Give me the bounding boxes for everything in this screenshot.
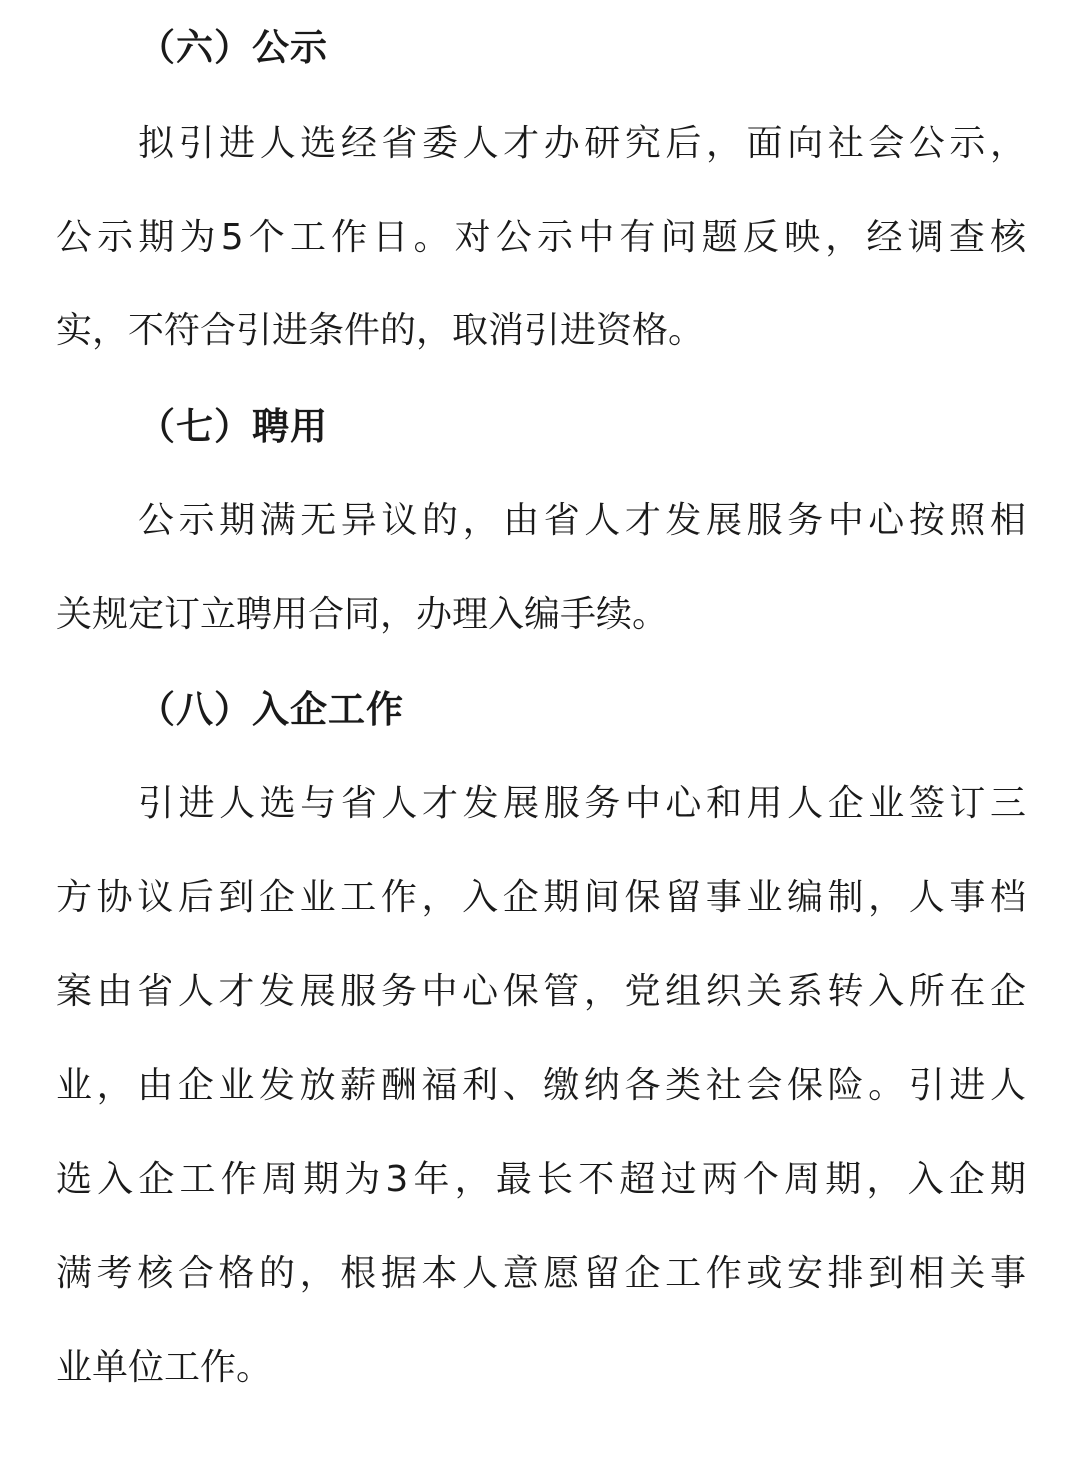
section-heading-enterprise-work: （八）入企工作 (138, 688, 404, 731)
paragraph-line: 业单位工作。 (56, 1347, 273, 1388)
paragraph-line: 公示期满无异议的，由省人才发展服务中心按照相 (138, 500, 1026, 541)
paragraph-line: 公示期为5个工作日。对公示中有问题反映，经调查核 (56, 217, 1026, 258)
paragraph-line: 拟引进人选经省委人才办研究后，面向社会公示， (138, 123, 1026, 164)
paragraph-line: 方协议后到企业工作，入企期间保留事业编制，人事档 (56, 877, 1026, 918)
paragraph-line: 选入企工作周期为3年，最长不超过两个周期，入企期 (56, 1159, 1026, 1200)
section-heading-employment: （七）聘用 (138, 405, 328, 448)
paragraph-line: 案由省人才发展服务中心保管，党组织关系转入所在企 (56, 971, 1026, 1012)
paragraph-line: 关规定订立聘用合同，办理入编手续。 (56, 594, 669, 635)
paragraph-line: 业，由企业发放薪酬福利、缴纳各类社会保险。引进人 (56, 1065, 1026, 1106)
paragraph-line: 满考核合格的，根据本人意愿留企工作或安排到相关事 (56, 1253, 1026, 1294)
section-heading-publicity: （六）公示 (138, 26, 328, 69)
paragraph-line: 引进人选与省人才发展服务中心和用人企业签订三 (138, 783, 1026, 824)
paragraph-line: 实，不符合引进条件的，取消引进资格。 (56, 310, 705, 351)
